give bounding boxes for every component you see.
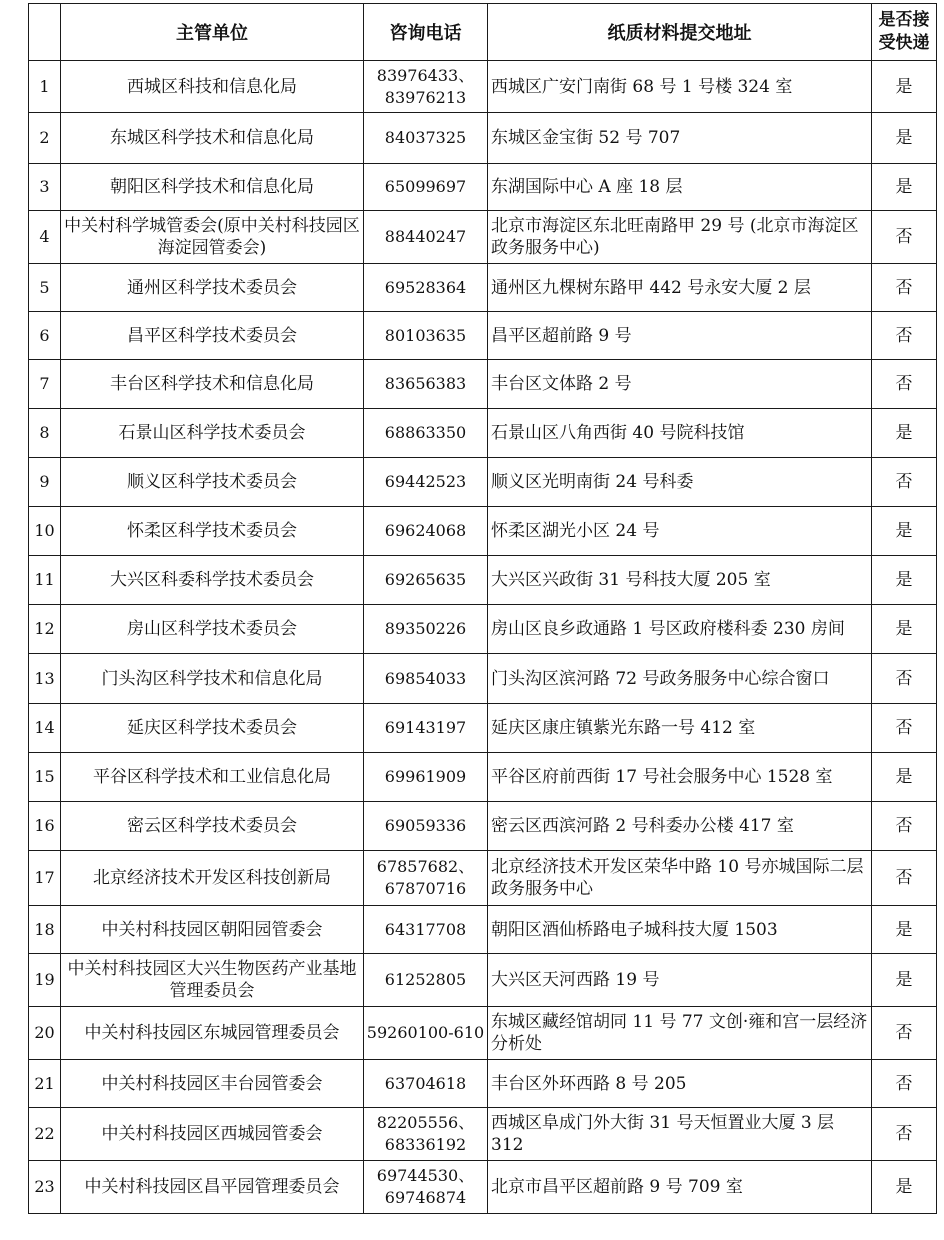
row-phone: 83656383 bbox=[364, 360, 488, 409]
row-department: 大兴区科委科学技术委员会 bbox=[61, 556, 364, 605]
row-address: 丰台区文体路 2 号 bbox=[488, 360, 872, 409]
table-row bbox=[29, 1060, 937, 1108]
row-phone: 59260100-610 bbox=[364, 1007, 488, 1060]
row-phone: 69528364 bbox=[364, 264, 488, 312]
row-phone: 69744530、69746874 bbox=[364, 1161, 488, 1214]
row-index: 20 bbox=[29, 1007, 61, 1060]
row-index: 2 bbox=[29, 113, 61, 164]
header-department: 主管单位 bbox=[61, 4, 364, 61]
table-row bbox=[29, 954, 937, 1007]
row-express: 是 bbox=[872, 1161, 937, 1214]
row-phone: 69265635 bbox=[364, 556, 488, 605]
row-express: 是 bbox=[872, 605, 937, 654]
header-phone: 咨询电话 bbox=[364, 4, 488, 61]
row-phone: 65099697 bbox=[364, 164, 488, 211]
row-express: 否 bbox=[872, 360, 937, 409]
row-index: 19 bbox=[29, 954, 61, 1007]
row-department: 中关村科学城管委会(原中关村科技园区海淀园管委会) bbox=[61, 211, 364, 264]
row-index: 10 bbox=[29, 507, 61, 556]
row-phone: 80103635 bbox=[364, 312, 488, 360]
row-index: 8 bbox=[29, 409, 61, 458]
row-phone: 69442523 bbox=[364, 458, 488, 507]
row-address: 延庆区康庄镇紫光东路一号 412 室 bbox=[488, 704, 872, 753]
table-row bbox=[29, 211, 937, 264]
row-phone: 69854033 bbox=[364, 654, 488, 704]
row-index: 6 bbox=[29, 312, 61, 360]
row-address: 西城区广安门南街 68 号 1 号楼 324 室 bbox=[488, 61, 872, 113]
row-index: 12 bbox=[29, 605, 61, 654]
row-department: 怀柔区科学技术委员会 bbox=[61, 507, 364, 556]
row-phone: 63704618 bbox=[364, 1060, 488, 1108]
row-express: 是 bbox=[872, 61, 937, 113]
table-row bbox=[29, 409, 937, 458]
table-row bbox=[29, 1161, 937, 1214]
row-express: 是 bbox=[872, 113, 937, 164]
row-department: 昌平区科学技术委员会 bbox=[61, 312, 364, 360]
row-index: 5 bbox=[29, 264, 61, 312]
row-department: 中关村科技园区丰台园管委会 bbox=[61, 1060, 364, 1108]
table-row bbox=[29, 113, 937, 164]
row-index: 22 bbox=[29, 1108, 61, 1161]
row-express: 否 bbox=[872, 264, 937, 312]
row-address: 北京市海淀区东北旺南路甲 29 号 (北京市海淀区政务服务中心) bbox=[488, 211, 872, 264]
row-express: 否 bbox=[872, 312, 937, 360]
table-header-row bbox=[29, 4, 937, 61]
table-row bbox=[29, 851, 937, 906]
row-index: 15 bbox=[29, 753, 61, 802]
table-row bbox=[29, 61, 937, 113]
table-row bbox=[29, 704, 937, 753]
row-department: 顺义区科学技术委员会 bbox=[61, 458, 364, 507]
header-express-line1: 是否接 bbox=[878, 10, 930, 30]
header-express-line2: 受快递 bbox=[878, 33, 930, 53]
row-address: 朝阳区酒仙桥路电子城科技大厦 1503 bbox=[488, 906, 872, 954]
row-address: 顺义区光明南街 24 号科委 bbox=[488, 458, 872, 507]
row-index: 14 bbox=[29, 704, 61, 753]
contact-table bbox=[28, 3, 937, 1214]
row-express: 是 bbox=[872, 556, 937, 605]
row-address: 大兴区兴政街 31 号科技大厦 205 室 bbox=[488, 556, 872, 605]
row-index: 1 bbox=[29, 61, 61, 113]
row-department: 通州区科学技术委员会 bbox=[61, 264, 364, 312]
row-department: 密云区科学技术委员会 bbox=[61, 802, 364, 851]
table-row bbox=[29, 360, 937, 409]
table-row bbox=[29, 1007, 937, 1060]
row-express: 是 bbox=[872, 164, 937, 211]
table-row bbox=[29, 906, 937, 954]
row-address: 怀柔区湖光小区 24 号 bbox=[488, 507, 872, 556]
row-phone: 82205556、68336192 bbox=[364, 1108, 488, 1161]
row-index: 23 bbox=[29, 1161, 61, 1214]
row-index: 16 bbox=[29, 802, 61, 851]
row-phone: 69059336 bbox=[364, 802, 488, 851]
row-express: 否 bbox=[872, 704, 937, 753]
row-index: 4 bbox=[29, 211, 61, 264]
row-index: 3 bbox=[29, 164, 61, 211]
row-express: 否 bbox=[872, 654, 937, 704]
row-department: 中关村科技园区朝阳园管委会 bbox=[61, 906, 364, 954]
header-index bbox=[29, 4, 61, 61]
table-row bbox=[29, 312, 937, 360]
row-address: 平谷区府前西街 17 号社会服务中心 1528 室 bbox=[488, 753, 872, 802]
row-department: 朝阳区科学技术和信息化局 bbox=[61, 164, 364, 211]
row-phone: 64317708 bbox=[364, 906, 488, 954]
row-department: 北京经济技术开发区科技创新局 bbox=[61, 851, 364, 906]
table-row bbox=[29, 654, 937, 704]
row-express: 是 bbox=[872, 507, 937, 556]
row-address: 东城区藏经馆胡同 11 号 77 文创·雍和宫一层经济分析处 bbox=[488, 1007, 872, 1060]
row-address: 昌平区超前路 9 号 bbox=[488, 312, 872, 360]
row-express: 是 bbox=[872, 954, 937, 1007]
row-department: 平谷区科学技术和工业信息化局 bbox=[61, 753, 364, 802]
header-express bbox=[872, 4, 937, 61]
row-index: 13 bbox=[29, 654, 61, 704]
table-row bbox=[29, 458, 937, 507]
row-department: 中关村科技园区昌平园管理委员会 bbox=[61, 1161, 364, 1214]
row-express: 否 bbox=[872, 851, 937, 906]
row-express: 是 bbox=[872, 753, 937, 802]
row-phone: 88440247 bbox=[364, 211, 488, 264]
row-phone: 69961909 bbox=[364, 753, 488, 802]
row-phone: 61252805 bbox=[364, 954, 488, 1007]
row-address: 石景山区八角西街 40 号院科技馆 bbox=[488, 409, 872, 458]
row-department: 中关村科技园区西城园管委会 bbox=[61, 1108, 364, 1161]
row-address: 门头沟区滨河路 72 号政务服务中心综合窗口 bbox=[488, 654, 872, 704]
row-address: 通州区九棵树东路甲 442 号永安大厦 2 层 bbox=[488, 264, 872, 312]
header-address: 纸质材料提交地址 bbox=[488, 4, 872, 61]
table-row bbox=[29, 164, 937, 211]
row-express: 否 bbox=[872, 1060, 937, 1108]
row-phone: 69624068 bbox=[364, 507, 488, 556]
row-address: 东湖国际中心 A 座 18 层 bbox=[488, 164, 872, 211]
table-body bbox=[29, 61, 937, 1214]
row-express: 否 bbox=[872, 1108, 937, 1161]
row-index: 7 bbox=[29, 360, 61, 409]
table-row bbox=[29, 802, 937, 851]
row-address: 北京市昌平区超前路 9 号 709 室 bbox=[488, 1161, 872, 1214]
row-address: 大兴区天河西路 19 号 bbox=[488, 954, 872, 1007]
row-index: 21 bbox=[29, 1060, 61, 1108]
table-row bbox=[29, 1108, 937, 1161]
row-phone: 68863350 bbox=[364, 409, 488, 458]
row-index: 17 bbox=[29, 851, 61, 906]
row-department: 门头沟区科学技术和信息化局 bbox=[61, 654, 364, 704]
row-express: 否 bbox=[872, 458, 937, 507]
row-department: 西城区科技和信息化局 bbox=[61, 61, 364, 113]
row-phone: 89350226 bbox=[364, 605, 488, 654]
table-row bbox=[29, 605, 937, 654]
row-express: 是 bbox=[872, 409, 937, 458]
row-phone: 67857682、67870716 bbox=[364, 851, 488, 906]
table-row bbox=[29, 264, 937, 312]
row-express: 否 bbox=[872, 1007, 937, 1060]
row-address: 密云区西滨河路 2 号科委办公楼 417 室 bbox=[488, 802, 872, 851]
row-department: 延庆区科学技术委员会 bbox=[61, 704, 364, 753]
row-express: 否 bbox=[872, 211, 937, 264]
row-phone: 84037325 bbox=[364, 113, 488, 164]
row-department: 丰台区科学技术和信息化局 bbox=[61, 360, 364, 409]
row-department: 石景山区科学技术委员会 bbox=[61, 409, 364, 458]
row-department: 中关村科技园区大兴生物医药产业基地管理委员会 bbox=[61, 954, 364, 1007]
row-phone: 69143197 bbox=[364, 704, 488, 753]
row-express: 是 bbox=[872, 906, 937, 954]
row-department: 东城区科学技术和信息化局 bbox=[61, 113, 364, 164]
row-address: 北京经济技术开发区荣华中路 10 号亦城国际二层政务服务中心 bbox=[488, 851, 872, 906]
row-department: 中关村科技园区东城园管理委员会 bbox=[61, 1007, 364, 1060]
row-address: 西城区阜成门外大街 31 号天恒置业大厦 3 层 312 bbox=[488, 1108, 872, 1161]
row-index: 11 bbox=[29, 556, 61, 605]
row-index: 9 bbox=[29, 458, 61, 507]
table-row bbox=[29, 556, 937, 605]
row-phone: 83976433、83976213 bbox=[364, 61, 488, 113]
table-row bbox=[29, 507, 937, 556]
row-department: 房山区科学技术委员会 bbox=[61, 605, 364, 654]
row-index: 18 bbox=[29, 906, 61, 954]
row-express: 否 bbox=[872, 802, 937, 851]
row-address: 东城区金宝街 52 号 707 bbox=[488, 113, 872, 164]
row-address: 丰台区外环西路 8 号 205 bbox=[488, 1060, 872, 1108]
table-row bbox=[29, 753, 937, 802]
row-address: 房山区良乡政通路 1 号区政府楼科委 230 房间 bbox=[488, 605, 872, 654]
contact-table-sheet bbox=[28, 3, 936, 1214]
